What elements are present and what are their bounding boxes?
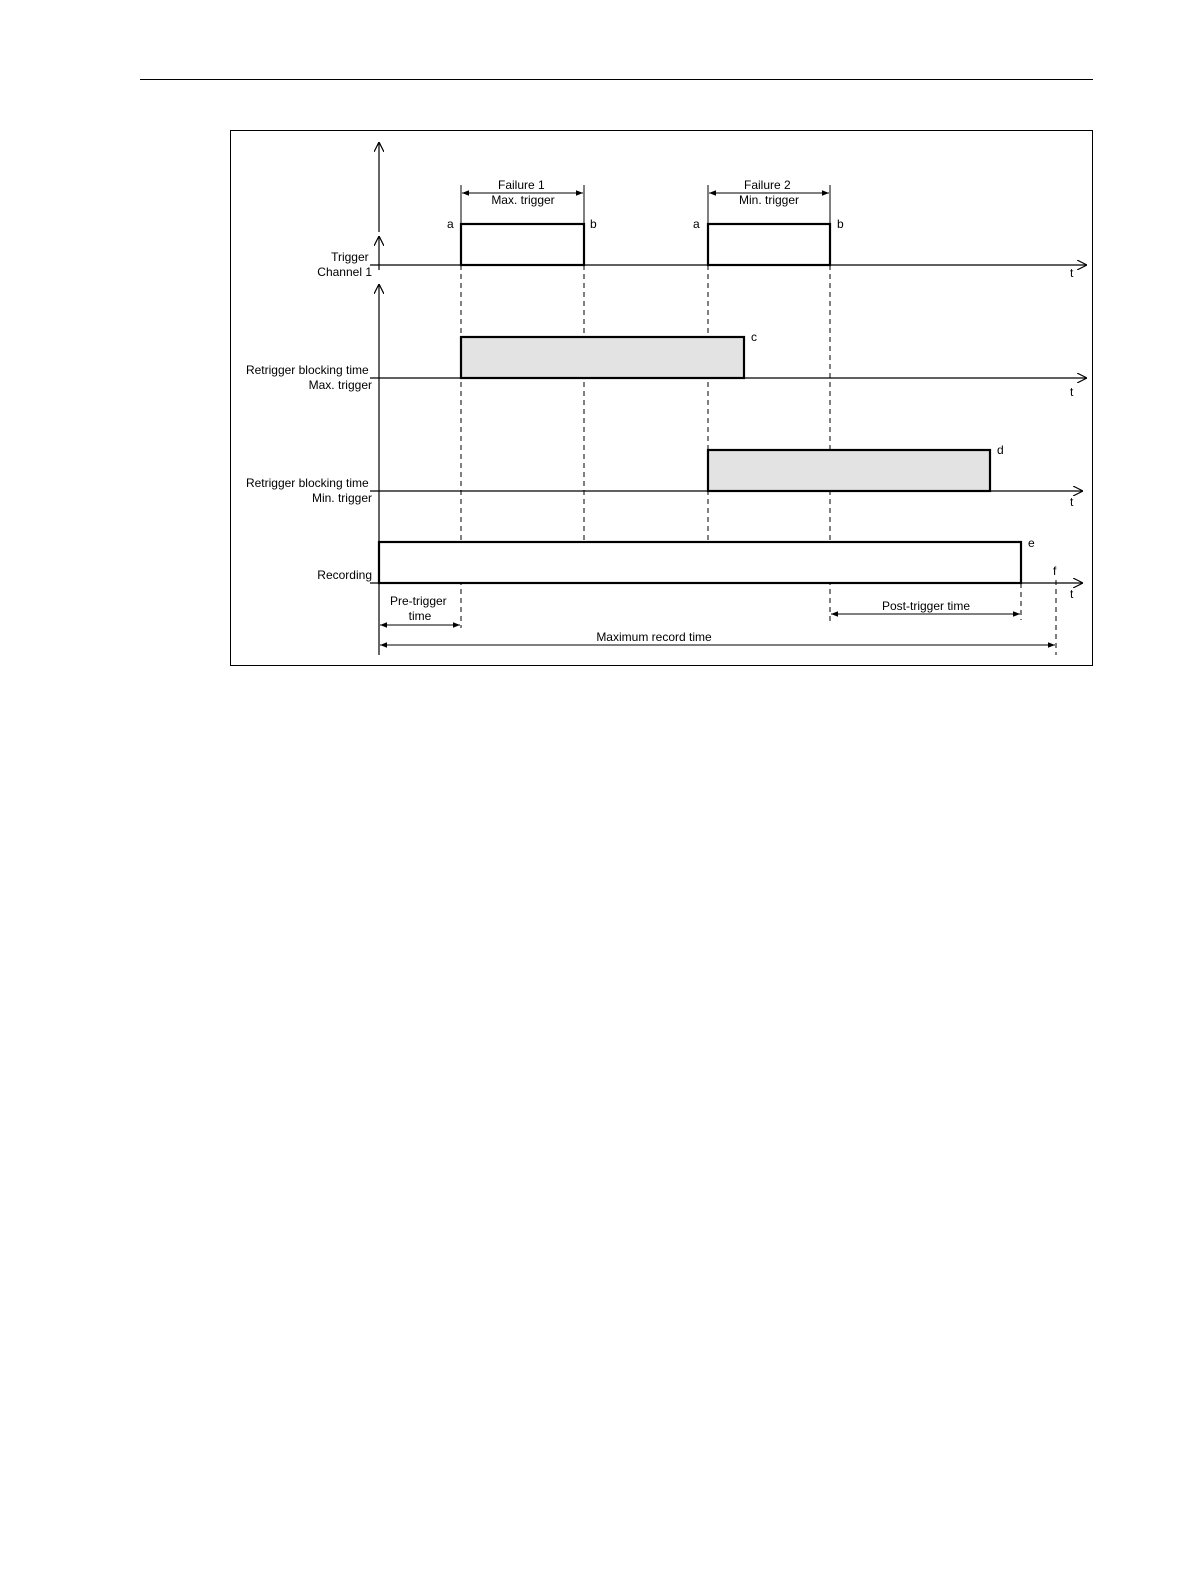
marker-d: d	[997, 443, 1004, 457]
marker-e: e	[1028, 536, 1035, 550]
trigger-pulse-failure2	[708, 224, 830, 265]
diagram-frame	[231, 131, 1093, 666]
retrigger-max-block	[461, 337, 744, 378]
row-label-recording: Recording	[317, 568, 372, 582]
post-trigger-label: Post-trigger time	[881, 599, 971, 613]
marker-b-failure2: b	[837, 217, 844, 231]
time-label-retrigger-max: t	[1070, 385, 1074, 399]
row-label-retrigger-max: Retrigger blocking time Max. trigger	[245, 363, 372, 392]
marker-a-failure2: a	[693, 217, 700, 231]
failure1-label: Failure 1 Max. trigger	[491, 178, 555, 207]
time-label-retrigger-min: t	[1070, 495, 1074, 509]
time-label-trigger: t	[1070, 266, 1074, 280]
max-record-label: Maximum record time	[596, 630, 712, 644]
row-label-trigger: Trigger Channel 1	[317, 250, 372, 279]
pre-trigger-label: Pre-trigger time	[389, 594, 447, 623]
marker-c: c	[751, 330, 757, 344]
row-label-retrigger-min: Retrigger blocking time Min. trigger	[245, 476, 372, 505]
marker-b-failure1: b	[590, 217, 597, 231]
retrigger-min-block	[708, 450, 990, 491]
trigger-pulse-failure1	[461, 224, 584, 265]
time-label-recording: t	[1070, 587, 1074, 601]
marker-a-failure1: a	[447, 217, 454, 231]
recording-block	[379, 542, 1021, 583]
marker-f: f	[1053, 564, 1057, 578]
failure2-label: Failure 2 Min. trigger	[738, 178, 800, 207]
